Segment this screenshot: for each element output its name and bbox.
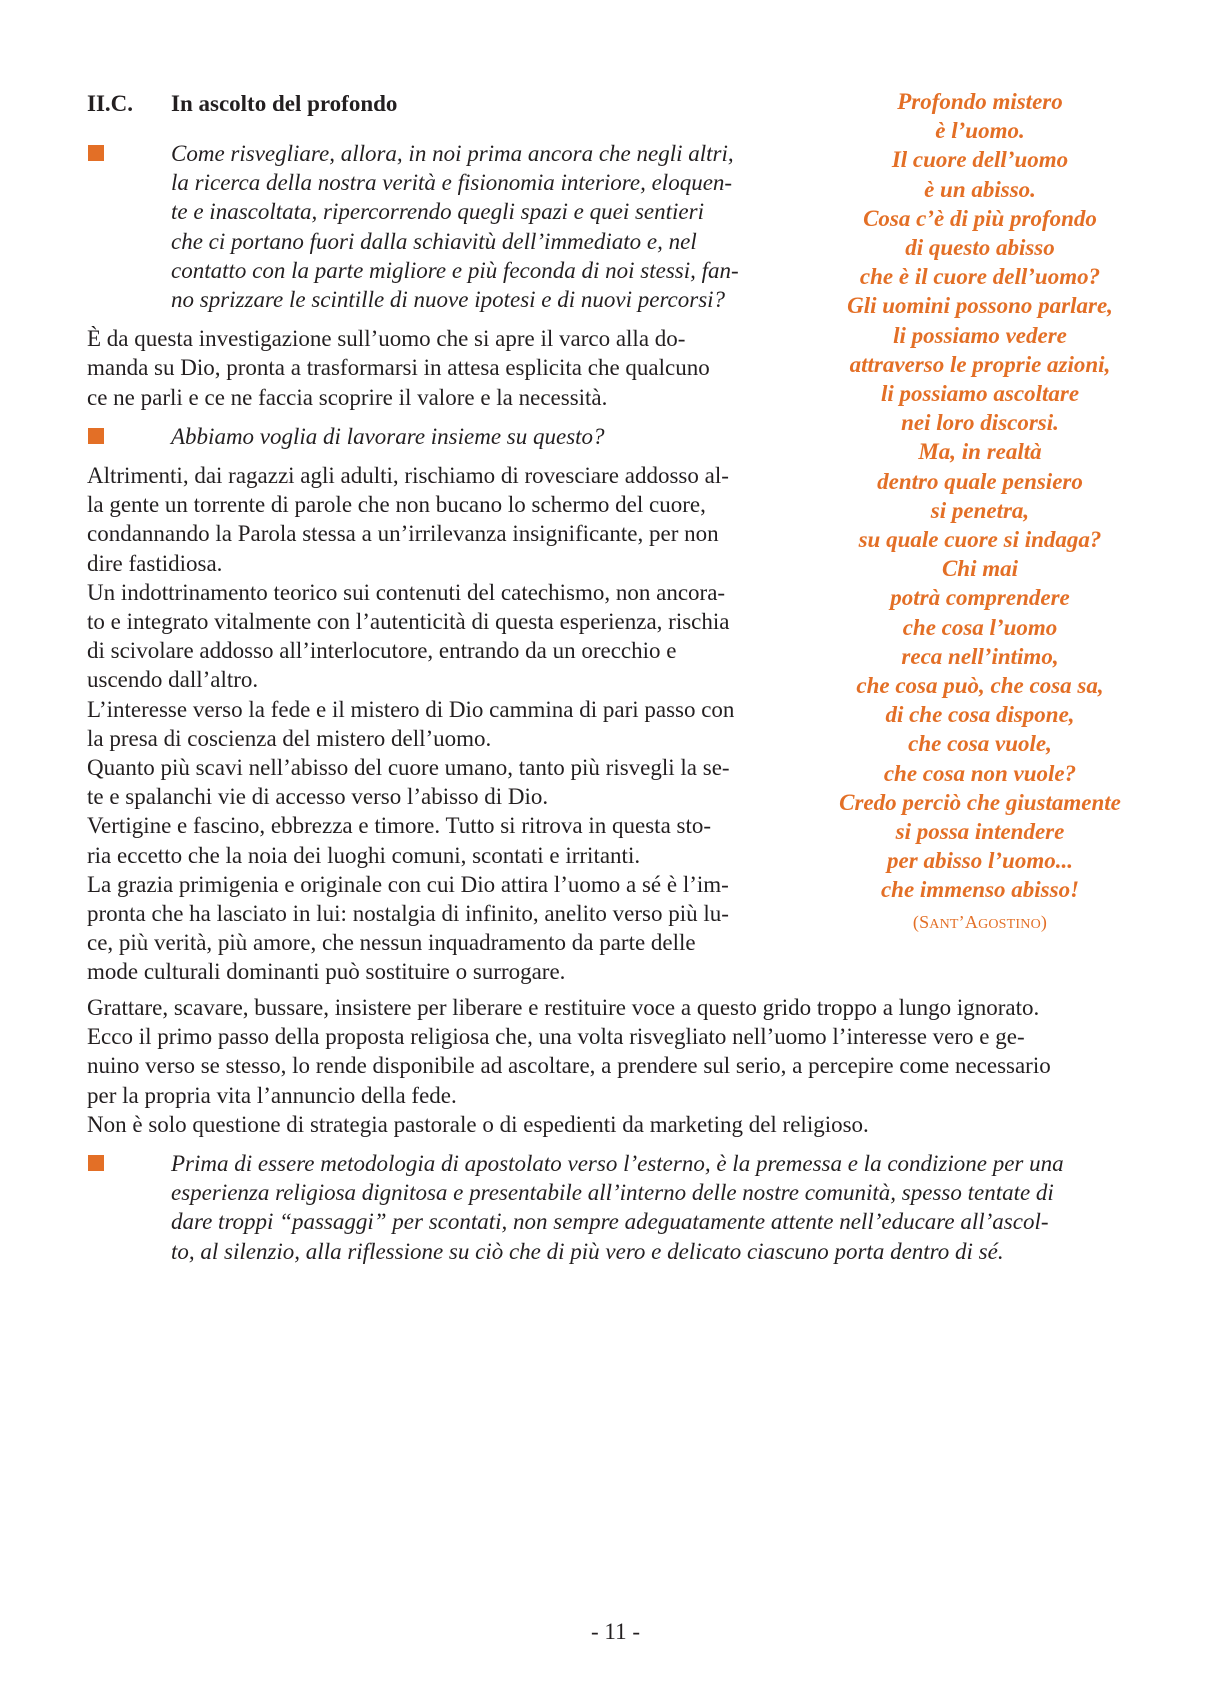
text-line: Altrimenti, dai ragazzi agli adulti, rischiamo di rovesciare addosso al-: [87, 463, 729, 489]
text-line: nuino verso se stesso, lo rende disponibile ad ascoltare, a prendere sul serio, a percepire come necessario: [87, 1053, 1051, 1079]
text-line: di scivolare addosso all’interlocutore, entrando da un orecchio e: [87, 638, 677, 664]
text-line: Vertigine e fascino, ebbrezza e timore. Tutto si ritrova in questa sto-: [87, 813, 712, 839]
text-line: esperienza religiosa dignitosa e presentabile all’interno delle nostre comunità, spesso tentate di: [171, 1180, 1054, 1206]
text-line: li possiamo ascoltare: [880, 381, 1080, 407]
text-line: di questo abisso: [905, 235, 1055, 261]
text-line: su quale cuore si indaga?: [858, 527, 1102, 553]
bullet-statement-3: [87, 1149, 1144, 1266]
text-line: mode culturali dominanti può sostituire o surrogare.: [87, 959, 566, 985]
text-line: condannando la Parola stessa a un’irrilevanza insignificante, per non: [87, 521, 719, 547]
text-line: che cosa non vuole?: [883, 760, 1077, 786]
text-line: uscendo dall’altro.: [87, 667, 259, 693]
section-number: II.C.: [87, 91, 134, 116]
text-line: che ci portano fuori dalla schiavitù dell’immediato e, nel: [171, 228, 697, 254]
text-line: potrà comprendere: [890, 585, 1070, 611]
paragraph-investigation: [87, 324, 787, 412]
text-line: Grattare, scavare, bussare, insistere per liberare e restituire voce a questo grido troppo a lungo ignorato.: [87, 995, 1040, 1020]
text-line: di che cosa dispone,: [885, 702, 1075, 728]
side-quote: [810, 87, 1150, 939]
text-line: Prima di essere metodologia di apostolato verso l’esterno, è la premessa e la condizione per una: [171, 1151, 1064, 1177]
text-line: to e integrato vitalmente con l’autenticità di questa esperienza, rischia: [87, 609, 730, 635]
section-title: In ascolto del profondo: [171, 91, 398, 116]
text-line: manda su Dio, pronta a trasformarsi in attesa esplicita che qualcuno: [87, 355, 710, 381]
left-column: [87, 139, 787, 987]
text-line: no sprizzare le scintille di nuove ipotesi e di nuovi percorsi?: [171, 287, 726, 313]
text-line: te e spalanchi vie di accesso verso l’abisso di Dio.: [87, 784, 549, 810]
paragraph-body: [87, 461, 787, 987]
text-line: Abbiamo voglia di lavorare insieme su questo?: [171, 423, 605, 449]
text-line: ria eccetto che la noia dei luoghi comuni, scontati e irritanti.: [87, 842, 641, 868]
text-line: pronta che ha lasciato in lui: nostalgia di infinito, anelito verso più lu-: [87, 901, 729, 927]
bullet-text: [171, 422, 787, 451]
text-line: Il cuore dell’uomo: [891, 147, 1069, 173]
text-line: che è il cuore dell’uomo?: [859, 264, 1101, 290]
text-line: che cosa l’uomo: [902, 614, 1058, 640]
text-line: Ecco il primo passo della proposta religiosa che, una volta risvegliato nell’uomo l’interesse vero e ge-: [87, 1024, 1025, 1050]
page-number: - 11 -: [591, 1619, 640, 1644]
quote-text: [810, 87, 1150, 905]
paragraph-conclusion: [87, 993, 1144, 1139]
text-line: è un abisso.: [924, 176, 1036, 202]
text-line: attraverso le proprie azioni,: [849, 351, 1111, 377]
bullet-text: [171, 1149, 1144, 1266]
bullet-question-1: [87, 139, 787, 314]
text-line: Un indottrinamento teorico sui contenuti del catechismo, non ancora-: [87, 579, 726, 605]
text-line: dare troppi “passaggi” per scontati, non sempre adeguatamente attente nell’educare all’ascol-: [171, 1209, 1049, 1235]
quote-author: (SANT’AGOSTINO): [912, 911, 1048, 932]
text-line: Come risvegliare, allora, in noi prima ancora che negli altri,: [171, 141, 734, 166]
text-line: ce ne parli e ce ne faccia scoprire il valore e la necessità.: [87, 384, 608, 410]
text-line: nei loro discorsi.: [901, 410, 1059, 436]
text-line: Chi mai: [941, 556, 1019, 582]
bullet-question-2: [87, 422, 787, 451]
text-line: Gli uomini possono parlare,: [847, 293, 1113, 319]
text-line: si possa intendere: [895, 819, 1065, 845]
text-line: che cosa può, che cosa sa,: [856, 673, 1104, 699]
orange-square-icon: [88, 1155, 104, 1171]
text-line: reca nell’intimo,: [901, 643, 1059, 669]
bullet-text: [171, 139, 787, 314]
text-line: la gente un torrente di parole che non bucano lo schermo del cuore,: [87, 492, 706, 518]
text-line: Cosa c’è di più profondo: [863, 205, 1097, 231]
text-line: dire fastidiosa.: [87, 550, 223, 576]
text-line: Profondo mistero: [897, 89, 1063, 114]
text-line: to, al silenzio, alla riflessione su ciò che di più vero e delicato ciascuno porta dentro di sé.: [171, 1238, 1004, 1264]
text-line: Credo perciò che giustamente: [839, 789, 1121, 815]
text-line: che immenso abisso!: [880, 877, 1080, 903]
text-line: È da questa investigazione sull’uomo che si apre il varco alla do-: [87, 326, 686, 352]
text-line: ce, più verità, più amore, che nessun inquadramento da parte delle: [87, 930, 696, 956]
text-line: Non è solo questione di strategia pastorale o di espedienti da marketing del religioso.: [87, 1111, 869, 1137]
text-line: si penetra,: [930, 497, 1030, 523]
text-line: La grazia primigenia e originale con cui Dio attira l’uomo a sé è l’im-: [87, 871, 729, 897]
text-line: contatto con la parte migliore e più feconda di noi stessi, fan-: [171, 257, 739, 283]
text-line: dentro quale pensiero: [877, 468, 1083, 494]
section-heading: [87, 89, 397, 119]
text-line: L’interesse verso la fede e il mistero di Dio cammina di pari passo con: [87, 696, 735, 722]
text-line: è l’uomo.: [935, 118, 1025, 144]
text-line: per la propria vita l’annuncio della fede.: [87, 1082, 457, 1108]
orange-square-icon: [88, 428, 104, 444]
text-line: la ricerca della nostra verità e fisionomia interiore, eloquen-: [171, 170, 733, 196]
text-line: la presa di coscienza del mistero dell’uomo.: [87, 725, 492, 751]
text-line: Ma, in realtà: [918, 439, 1042, 465]
full-width-column: [87, 993, 1144, 1266]
text-line: Quanto più scavi nell’abisso del cuore umano, tanto più risvegli la se-: [87, 755, 730, 781]
text-line: li possiamo vedere: [893, 322, 1067, 348]
orange-square-icon: [88, 145, 104, 161]
text-line: per abisso l’uomo...: [887, 848, 1073, 874]
text-line: te e inascoltata, ripercorrendo quegli spazi e quei sentieri: [171, 199, 704, 225]
text-line: che cosa vuole,: [908, 731, 1052, 757]
